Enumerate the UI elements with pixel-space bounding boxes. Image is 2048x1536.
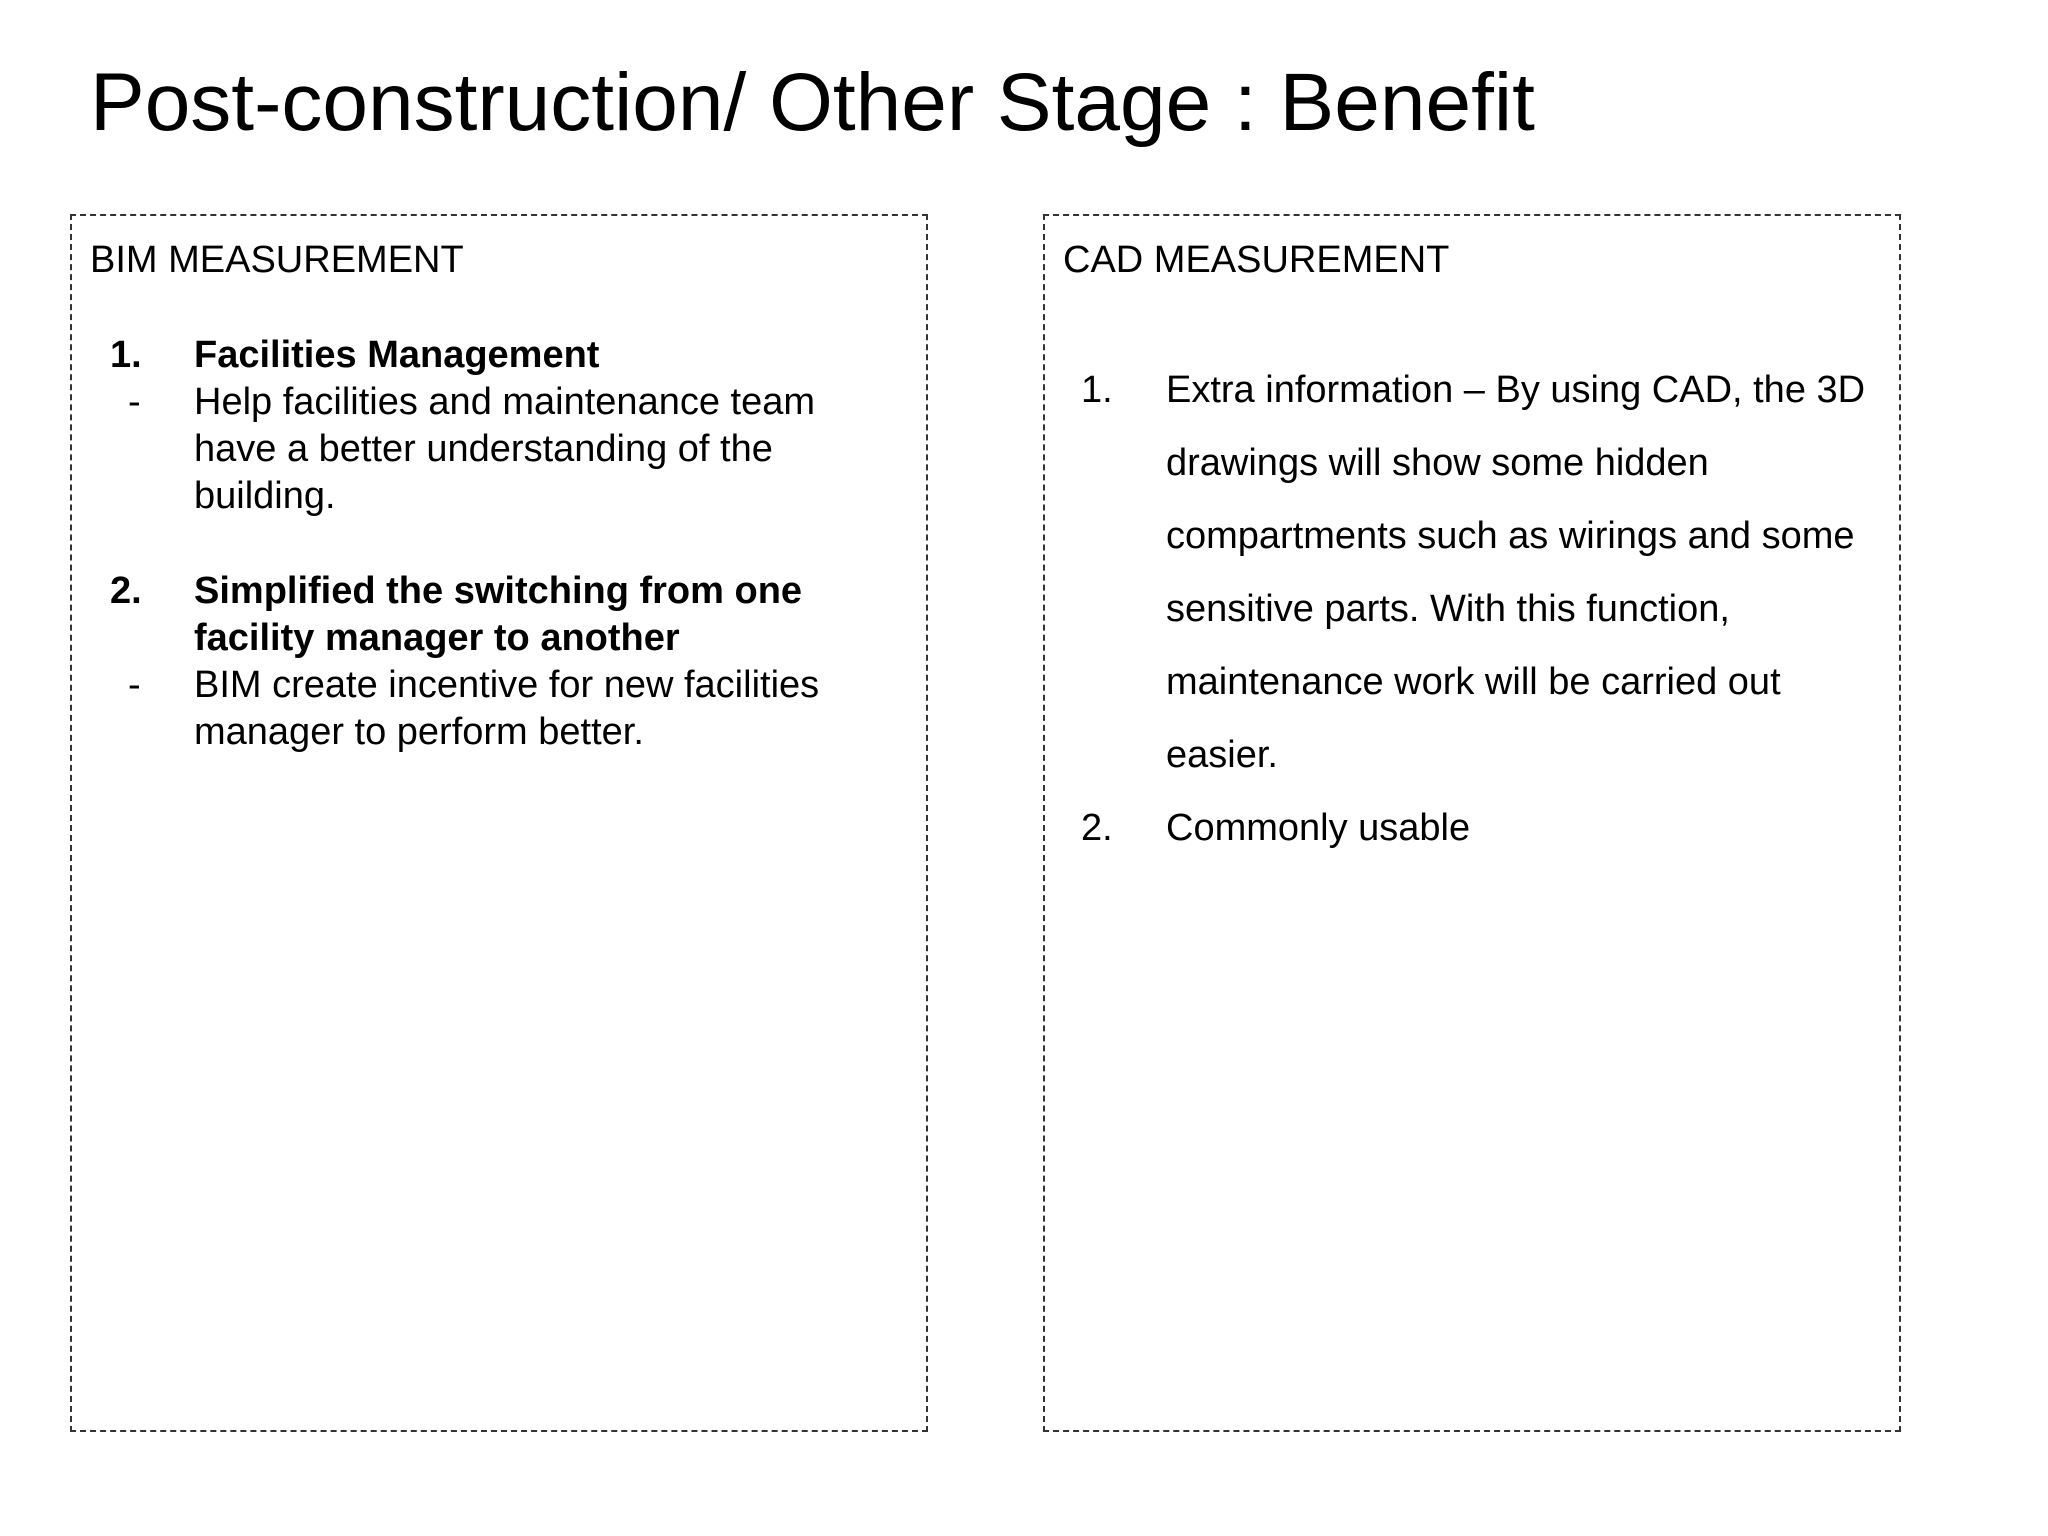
list-item-number: 2. <box>110 570 142 612</box>
list-item-bullet <box>72 379 926 520</box>
list-item-title: Simplified the switching from one facility manager to another <box>194 570 803 659</box>
cad-measurement-panel <box>1043 214 1901 1432</box>
bullet-text: Help facilities and maintenance team have a better understanding of the building. <box>194 381 816 517</box>
list-item-text: Commonly usable <box>1166 807 1471 849</box>
bim-panel-heading: BIM MEASUREMENT <box>90 239 464 281</box>
bim-list-item <box>72 332 926 520</box>
bullet-text: BIM create incentive for new facilities manager to perform better. <box>194 664 820 753</box>
list-item-number: 2. <box>1081 807 1113 849</box>
bullet-dash-marker: - <box>128 664 141 706</box>
list-item-number: 1. <box>1081 369 1113 411</box>
cad-panel-heading: CAD MEASUREMENT <box>1063 239 1450 281</box>
list-item-text: Extra information – By using CAD, the 3D drawings will show some hidden compartments such as wirings and some sensitive parts. With this function, maintenance work will be carried out easier. <box>1166 369 1866 776</box>
bim-list-item <box>72 568 926 756</box>
list-item-number: 1. <box>110 334 142 376</box>
slide-title: Post-construction/ Other Stage : Benefit <box>90 57 1535 148</box>
cad-list-item <box>1045 792 1899 865</box>
list-item-bullet <box>72 662 926 756</box>
cad-list-item <box>1045 354 1899 792</box>
bim-measurement-panel <box>70 214 928 1432</box>
list-item-title: Facilities Management <box>194 334 600 376</box>
bullet-dash-marker: - <box>128 381 141 423</box>
bim-benefit-list <box>72 332 926 756</box>
cad-benefit-list <box>1045 354 1899 865</box>
